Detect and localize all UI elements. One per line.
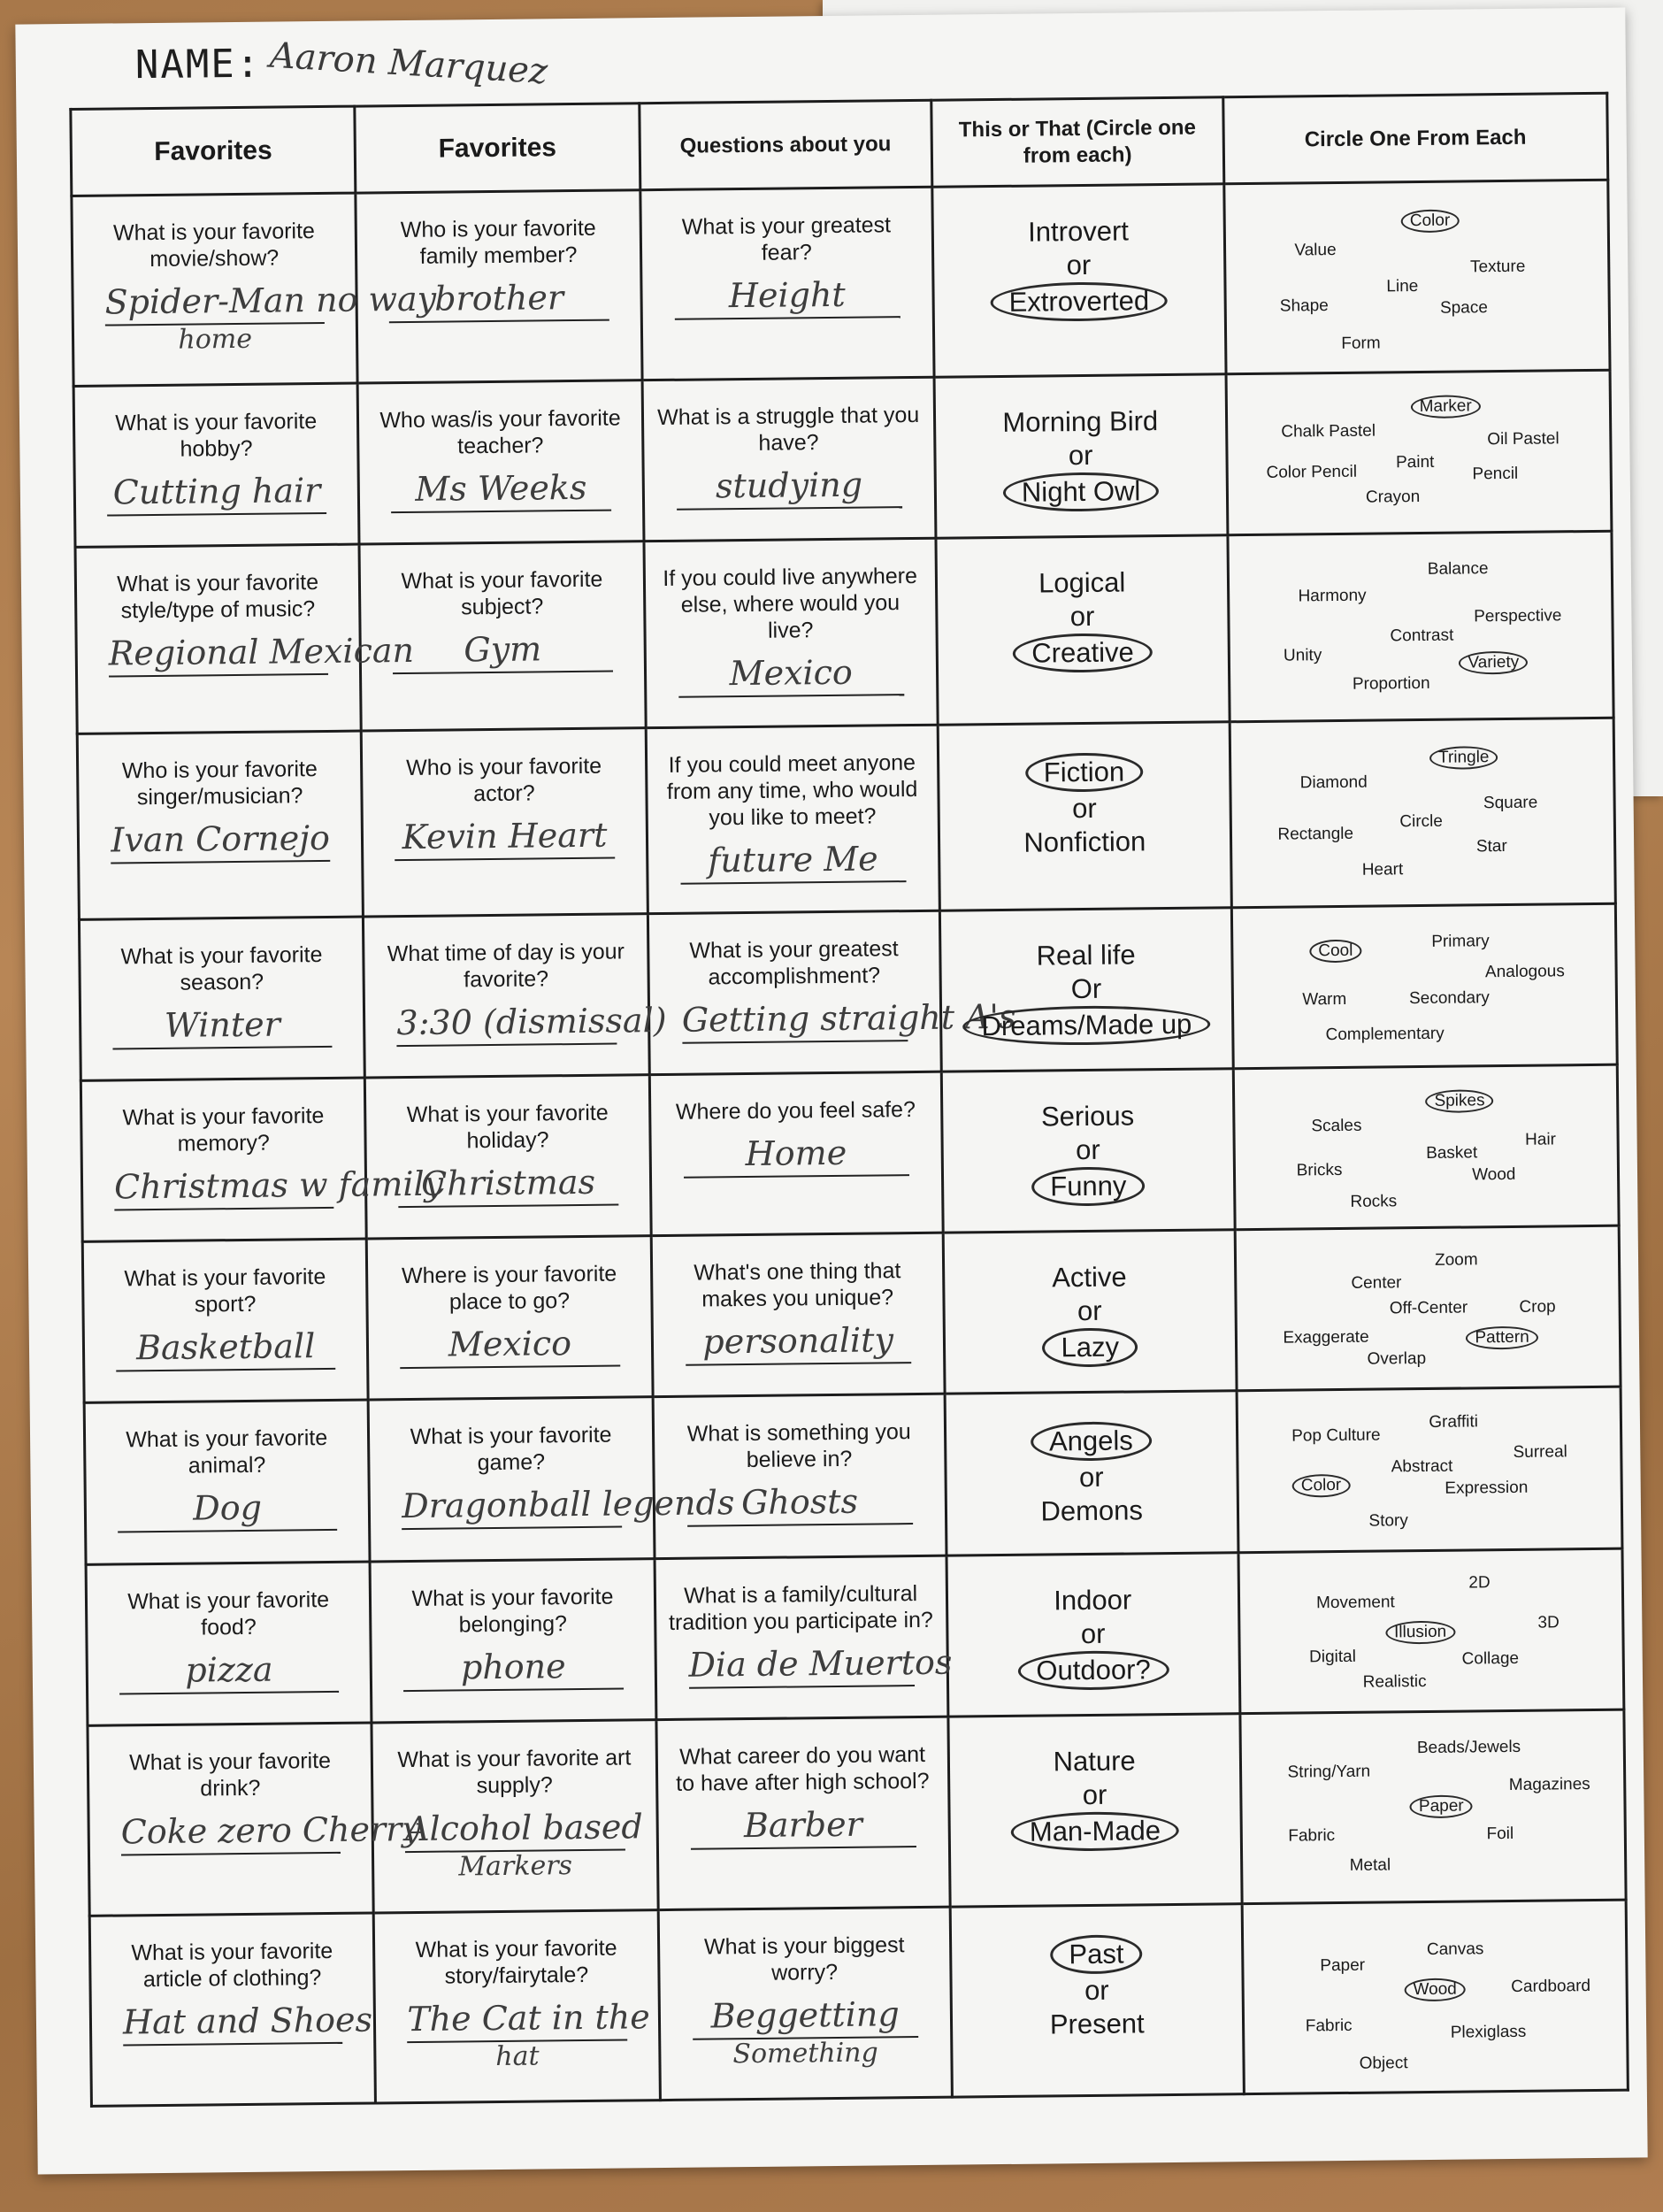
word-choice-cell[interactable] <box>1235 1225 1621 1391</box>
handwritten-answer[interactable]: Ms Weeks <box>391 465 611 514</box>
question-text: Who is your favorite family member? <box>400 215 596 269</box>
word-option[interactable]: Pop Culture <box>1291 1425 1381 1446</box>
question-text: What time of day is your favorite? <box>387 939 625 993</box>
or-label: or <box>1066 249 1092 281</box>
handwritten-answer-continued: Markers <box>458 1849 573 1883</box>
word-option[interactable]: Tringle <box>1429 746 1498 770</box>
choice-option[interactable]: Lazy <box>1042 1328 1138 1368</box>
question-cell <box>362 727 648 917</box>
handwritten-answer[interactable]: Ghosts <box>686 1479 913 1528</box>
handwritten-answer[interactable]: future Me <box>680 836 907 885</box>
circled-choice <box>946 1421 1236 1463</box>
handwritten-answer[interactable]: pizza <box>119 1646 340 1694</box>
question-cell <box>89 1913 376 2107</box>
word-option[interactable]: Fabric <box>1305 2016 1353 2036</box>
handwritten-answer[interactable]: Regional Mexican <box>109 629 329 678</box>
word-option[interactable]: Fabric <box>1288 1826 1336 1846</box>
question-cell <box>644 538 938 727</box>
table-row <box>89 1900 1628 2106</box>
word-option[interactable]: Pattern <box>1466 1326 1538 1350</box>
handwritten-answer[interactable]: Getting straight A's <box>682 995 908 1044</box>
question-text: What is your greatest accomplishment? <box>689 936 899 990</box>
word-option[interactable]: Contrast <box>1390 626 1454 646</box>
header-favorites-1: Favorites <box>71 106 356 196</box>
word-option[interactable]: Cool <box>1309 940 1361 964</box>
table-row <box>75 531 1613 733</box>
word-option[interactable]: Value <box>1294 240 1337 260</box>
word-option[interactable]: Analogous <box>1484 962 1565 982</box>
choice-option[interactable]: Morning Bird <box>1002 405 1159 438</box>
question-text: If you could meet anyone from any time, who would you like to meet? <box>666 749 918 831</box>
question-text: What is your favorite hobby? <box>115 409 318 462</box>
word-option[interactable]: Wood <box>1404 1978 1466 2001</box>
circled-choice <box>936 471 1225 512</box>
word-option[interactable]: Chalk Pastel <box>1281 421 1376 442</box>
name-label: NAME: <box>134 41 262 88</box>
question-cell <box>372 1719 658 1912</box>
question-cell <box>370 1558 655 1723</box>
or-label: or <box>1069 601 1095 633</box>
question-cell <box>77 731 364 920</box>
this-or-that-cell[interactable] <box>946 1552 1240 1717</box>
question-cell <box>658 1907 952 2101</box>
question-text: What is your favorite article of clothing? <box>131 1938 333 1993</box>
word-option[interactable]: Complementary <box>1325 1024 1445 1044</box>
word-option[interactable]: Plexiglass <box>1450 2022 1527 2042</box>
question-cell <box>365 1075 651 1240</box>
word-choice-cell[interactable] <box>1224 180 1611 374</box>
question-cell <box>368 1397 735 1562</box>
choice-option[interactable]: Past <box>1050 1934 1142 1974</box>
handwritten-answer[interactable]: Christmas w family <box>114 1163 334 1211</box>
question-text: What career do you want to have after high school? <box>676 1741 930 1796</box>
word-option[interactable]: Line <box>1386 277 1419 296</box>
question-cell <box>364 914 667 1079</box>
word-option[interactable]: Form <box>1341 334 1381 353</box>
question-cell <box>642 377 936 541</box>
question-cell <box>80 1078 444 1242</box>
question-text: Who is your favorite singer/musician? <box>121 756 318 810</box>
word-option[interactable]: Star <box>1475 837 1507 856</box>
name-line <box>134 35 549 93</box>
question-text: What is your favorite holiday? <box>406 1100 609 1154</box>
handwritten-answer[interactable]: Ivan Cornejo <box>111 816 331 864</box>
word-option[interactable]: Illusion <box>1385 1621 1455 1645</box>
word-option[interactable]: Proportion <box>1352 673 1430 694</box>
handwritten-answer[interactable]: Mexico <box>400 1321 620 1370</box>
handwritten-answer[interactable]: studying <box>676 462 902 511</box>
choice-option[interactable]: Demons <box>1040 1494 1144 1527</box>
question-text: What is your favorite food? <box>127 1586 330 1640</box>
question-text: What is your favorite art supply? <box>397 1745 632 1798</box>
handwritten-answer[interactable]: Dog <box>118 1485 338 1533</box>
handwritten-answer-continued: home <box>178 323 253 356</box>
worksheet-paper <box>15 8 1647 2175</box>
word-option[interactable]: Center <box>1351 1273 1402 1294</box>
question-text: What is something you believe in? <box>686 1419 911 1473</box>
question-cell <box>374 1909 661 2103</box>
question-text: What is your favorite season? <box>120 941 323 995</box>
word-option[interactable]: Surreal <box>1513 1442 1567 1463</box>
word-option[interactable]: Paper <box>1320 1955 1366 1976</box>
word-option[interactable]: Warm <box>1302 990 1347 1010</box>
choice-option[interactable]: Night Owl <box>1003 472 1160 512</box>
or-label: or <box>1068 439 1093 472</box>
question-text: What is a struggle that you have? <box>657 402 920 456</box>
or-label: or <box>1075 1133 1100 1166</box>
question-text: What is your favorite style/type of music? <box>117 570 319 624</box>
word-option[interactable]: Digital <box>1308 1647 1356 1667</box>
word-option[interactable]: Expression <box>1445 1478 1529 1498</box>
handwritten-answer[interactable]: Kevin Heart <box>395 812 615 861</box>
word-option[interactable]: 3D <box>1537 1613 1560 1632</box>
circled-choice <box>939 751 1229 793</box>
question-cell <box>640 187 934 380</box>
handwritten-answer[interactable]: Dia de Muertos <box>688 1640 915 1689</box>
header-row <box>71 93 1608 196</box>
word-choice-cell[interactable] <box>1240 1709 1627 1904</box>
question-text: Who was/is your favorite teacher? <box>379 405 621 459</box>
choice-option[interactable]: Nonfiction <box>1023 825 1146 858</box>
question-text: What is your favorite story/fairytale? <box>415 1935 617 1989</box>
circled-choice <box>946 1327 1235 1369</box>
handwritten-answer[interactable]: Spider-Man no way <box>104 278 325 326</box>
question-cell <box>648 910 1016 1075</box>
word-option[interactable]: Harmony <box>1298 586 1367 606</box>
word-choice-cell[interactable] <box>1237 1387 1622 1553</box>
this-or-that-cell[interactable] <box>941 1069 1235 1233</box>
word-option[interactable]: Rectangle <box>1277 824 1354 844</box>
choice-option[interactable]: Serious <box>1040 1100 1135 1133</box>
or-label: or <box>1084 1974 1109 2006</box>
or-label: or <box>1080 1617 1106 1649</box>
question-cell <box>646 725 939 914</box>
word-option[interactable]: Metal <box>1349 1855 1391 1875</box>
question-text: What is your favorite game? <box>410 1423 612 1476</box>
this-or-that-cell[interactable] <box>932 184 1226 378</box>
question-text: What is your favorite movie/show? <box>112 219 316 273</box>
question-cell <box>82 1239 368 1403</box>
or-label: or <box>1077 1295 1102 1327</box>
choice-option[interactable]: Creative <box>1013 633 1153 673</box>
word-option[interactable]: Paint <box>1395 452 1435 472</box>
handwritten-answer[interactable]: Gym <box>393 626 613 675</box>
word-choice-cell[interactable] <box>1233 1064 1619 1230</box>
word-option[interactable]: Collage <box>1461 1648 1520 1669</box>
this-or-that-cell[interactable] <box>943 1230 1237 1394</box>
word-choice-cell[interactable] <box>1226 370 1612 535</box>
word-option[interactable]: Object <box>1359 2053 1408 2073</box>
or-label: Or <box>1070 972 1102 1005</box>
question-text: What is your greatest fear? <box>681 212 892 265</box>
handwritten-answer[interactable]: personality <box>685 1317 911 1366</box>
word-option[interactable]: Bricks <box>1296 1160 1343 1180</box>
handwritten-answer[interactable]: The Cat in the <box>407 1994 627 2043</box>
word-choice-cell[interactable] <box>1238 1548 1624 1714</box>
word-option[interactable]: Off-Center <box>1389 1298 1468 1318</box>
or-label: or <box>1078 1462 1104 1494</box>
choice-option[interactable]: Dreams/Made up <box>962 1004 1210 1046</box>
word-option[interactable]: 2D <box>1468 1572 1491 1593</box>
word-option[interactable]: Wood <box>1472 1165 1516 1185</box>
question-cell <box>653 1394 946 1559</box>
question-cell <box>88 1723 421 1916</box>
circled-choice <box>948 1649 1238 1691</box>
word-option[interactable]: Oil Pastel <box>1487 428 1560 449</box>
question-text: What is a family/cultural tradition you participate in? <box>668 1580 934 1635</box>
choice-option[interactable]: Indoor <box>1054 1584 1132 1616</box>
word-option[interactable]: Basket <box>1426 1143 1478 1164</box>
choice-option[interactable]: Funny <box>1031 1166 1146 1206</box>
choice-option[interactable]: Outdoor? <box>1017 1650 1169 1691</box>
word-choice-cell[interactable] <box>1242 1900 1629 2094</box>
circled-choice <box>952 1933 1241 1975</box>
word-option[interactable]: Unity <box>1283 645 1322 665</box>
name-value: Aaron Marquez <box>269 35 549 93</box>
word-option[interactable]: Paper <box>1410 1795 1473 1819</box>
header-favorites-2: Favorites <box>355 104 640 193</box>
question-cell <box>79 917 364 1081</box>
header-this-or-that: This or That (Circle one from each) <box>931 97 1223 187</box>
word-option[interactable]: String/Yarn <box>1287 1762 1371 1782</box>
this-or-that-cell[interactable] <box>938 721 1231 910</box>
word-option[interactable]: Canvas <box>1426 1939 1484 1960</box>
question-cell <box>84 1400 370 1564</box>
question-cell <box>356 190 642 383</box>
table-row <box>88 1709 1626 1916</box>
table-row <box>86 1548 1624 1725</box>
question-cell <box>75 544 415 733</box>
word-option[interactable]: Variety <box>1459 651 1528 675</box>
choice-option[interactable]: Fiction <box>1025 752 1144 792</box>
question-cell <box>359 541 646 731</box>
choice-option[interactable]: Introvert <box>1028 215 1130 248</box>
handwritten-answer[interactable]: Home <box>683 1130 909 1179</box>
this-or-that-cell[interactable] <box>934 374 1228 539</box>
choice-option[interactable]: Extroverted <box>990 281 1168 322</box>
question-text: What is your biggest worry? <box>703 1932 905 1985</box>
question-cell <box>651 1233 945 1397</box>
question-cell <box>357 380 643 545</box>
question-cell <box>73 383 359 548</box>
handwritten-answer[interactable]: Mexico <box>678 649 904 698</box>
question-text: What is your favorite sport? <box>124 1264 326 1317</box>
word-option[interactable]: Diamond <box>1299 772 1368 793</box>
word-option[interactable]: Space <box>1439 298 1488 319</box>
word-option[interactable]: Beads/Jewels <box>1416 1738 1521 1758</box>
word-option[interactable]: Rocks <box>1350 1192 1398 1211</box>
table-row <box>80 1064 1619 1241</box>
header-circle-one: Circle One From Each <box>1222 93 1607 184</box>
question-text: What is your favorite memory? <box>122 1103 325 1156</box>
question-text: Who is your favorite actor? <box>406 753 602 806</box>
word-option[interactable]: Circle <box>1399 812 1443 832</box>
handwritten-answer[interactable]: Barber <box>690 1801 916 1850</box>
word-option[interactable]: Primary <box>1431 931 1490 951</box>
word-option[interactable]: Balance <box>1427 559 1489 580</box>
word-option[interactable]: Perspective <box>1474 606 1562 626</box>
choice-option[interactable]: Real life <box>1036 939 1136 972</box>
word-option[interactable]: Realistic <box>1362 1671 1427 1692</box>
this-or-that-cell[interactable] <box>936 535 1230 725</box>
handwritten-answer[interactable]: Beggetting <box>692 1992 918 2040</box>
word-option[interactable]: Heart <box>1361 860 1404 879</box>
word-option[interactable]: Color <box>1292 1473 1351 1497</box>
word-option[interactable]: Crop <box>1519 1297 1556 1317</box>
word-choice-cell[interactable] <box>1228 531 1613 721</box>
word-option[interactable]: Graffiti <box>1429 1411 1479 1432</box>
handwritten-answer[interactable]: Christmas <box>398 1160 618 1209</box>
handwritten-answer[interactable]: brother <box>389 275 609 324</box>
word-option[interactable]: Crayon <box>1365 488 1421 507</box>
question-cell <box>655 1555 953 1720</box>
this-or-that-cell[interactable] <box>939 908 1233 1072</box>
word-option[interactable]: Zoom <box>1434 1250 1478 1271</box>
word-option[interactable]: Square <box>1483 793 1538 812</box>
table-row <box>79 903 1617 1080</box>
worksheet-body <box>72 180 1629 2106</box>
word-option[interactable]: Secondary <box>1408 988 1490 1009</box>
word-option[interactable]: Abstract <box>1391 1456 1453 1477</box>
table-row <box>72 180 1610 386</box>
question-cell <box>72 193 437 386</box>
choice-option[interactable]: Present <box>1049 2008 1145 2040</box>
word-option[interactable]: Hair <box>1524 1130 1557 1149</box>
question-text: Where do you feel safe? <box>675 1097 916 1125</box>
word-choice-cell[interactable] <box>1231 903 1617 1069</box>
handwritten-answer[interactable]: Dragonball legends <box>402 1482 622 1531</box>
handwritten-answer-continued: Something <box>732 2037 878 2070</box>
word-option[interactable]: Exaggerate <box>1283 1327 1369 1348</box>
handwritten-answer[interactable]: Alcohol based <box>405 1804 625 1853</box>
word-option[interactable]: Movement <box>1315 1593 1395 1613</box>
circled-choice <box>942 1004 1231 1046</box>
choice-option[interactable]: Man-Made <box>1011 1811 1180 1852</box>
circled-choice <box>934 280 1223 322</box>
handwritten-answer[interactable]: Basketball <box>116 1324 336 1372</box>
word-option[interactable]: Overlap <box>1367 1349 1427 1370</box>
or-label: or <box>1071 792 1097 824</box>
question-cell <box>656 1717 950 1910</box>
word-option[interactable]: Spikes <box>1425 1089 1493 1113</box>
word-option[interactable]: Story <box>1368 1510 1408 1531</box>
word-option[interactable]: Cardboard <box>1511 1976 1591 1996</box>
this-or-that-cell[interactable] <box>948 1713 1242 1907</box>
or-label: or <box>1082 1778 1107 1810</box>
question-text: Where is your favorite place to go? <box>401 1261 617 1315</box>
word-option[interactable]: Pencil <box>1472 464 1519 484</box>
question-text: What's one thing that makes you unique? <box>694 1258 901 1312</box>
question-cell <box>86 1562 372 1726</box>
table-row <box>82 1225 1621 1402</box>
table-row <box>77 718 1615 920</box>
choice-option[interactable]: Active <box>1052 1261 1127 1294</box>
question-cell <box>367 1236 653 1401</box>
word-option[interactable]: Magazines <box>1508 1774 1590 1794</box>
this-or-that-cell[interactable] <box>950 1904 1244 2098</box>
word-choice-cell[interactable] <box>1230 718 1615 908</box>
word-option[interactable]: Marker <box>1411 395 1481 419</box>
handwritten-answer[interactable]: Height <box>674 272 900 320</box>
question-text: What is your favorite animal? <box>126 1425 328 1479</box>
worksheet-table <box>69 92 1629 2108</box>
handwritten-answer[interactable]: phone <box>403 1643 624 1692</box>
this-or-that-cell[interactable] <box>945 1391 1238 1555</box>
handwritten-answer[interactable]: Coke zero Cherry <box>120 1808 341 1856</box>
circled-choice <box>950 1810 1239 1852</box>
question-text: If you could live anywhere else, where would you live? <box>663 564 918 643</box>
table-row <box>73 370 1612 547</box>
header-questions: Questions about you <box>639 100 931 189</box>
table-row <box>84 1387 1622 1564</box>
question-text: What is your favorite drink? <box>128 1747 332 1801</box>
choice-option[interactable]: Angels <box>1031 1422 1152 1462</box>
handwritten-answer[interactable]: Hat and Shoes <box>123 1998 343 2047</box>
handwritten-answer[interactable]: 3:30 (dismissal) <box>396 999 617 1048</box>
handwritten-answer[interactable]: Cutting hair <box>107 468 327 517</box>
word-option[interactable]: Color <box>1401 209 1460 233</box>
word-option[interactable]: Texture <box>1469 257 1526 277</box>
question-cell <box>649 1071 943 1236</box>
circled-choice <box>944 1165 1233 1207</box>
question-text: What is your favorite subject? <box>401 566 603 620</box>
choice-option[interactable]: Nature <box>1053 1745 1136 1778</box>
handwritten-answer[interactable]: Winter <box>112 1002 333 1050</box>
word-option[interactable]: Foil <box>1486 1824 1514 1844</box>
word-option[interactable]: Scales <box>1311 1116 1362 1136</box>
circled-choice <box>938 633 1227 674</box>
question-text: What is your favorite belonging? <box>411 1584 614 1638</box>
word-option[interactable]: Color Pencil <box>1266 463 1358 483</box>
handwritten-answer-continued: hat <box>495 2040 540 2072</box>
choice-option[interactable]: Logical <box>1038 566 1126 599</box>
word-option[interactable]: Shape <box>1279 296 1329 316</box>
